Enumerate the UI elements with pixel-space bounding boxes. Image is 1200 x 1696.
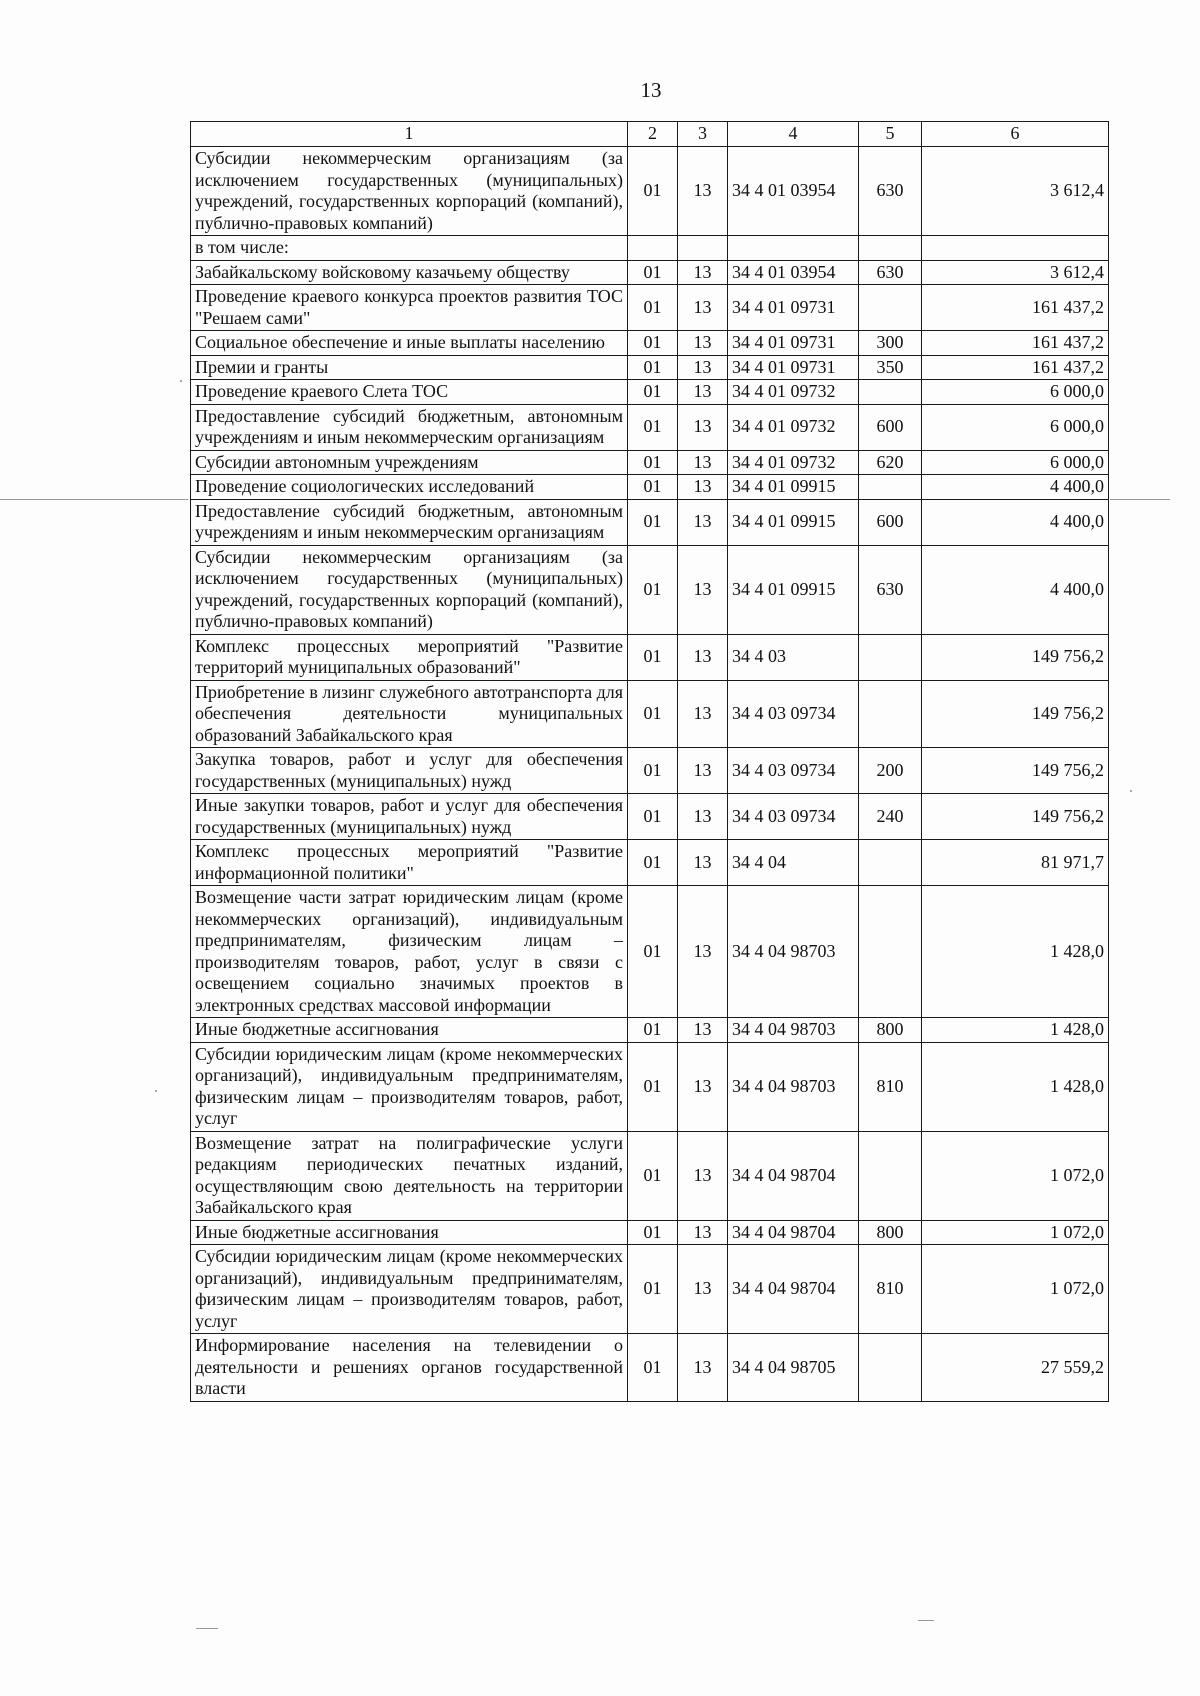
cell-section: 01 [628, 1131, 678, 1220]
table-header-row [191, 122, 1109, 147]
cell-expense-type: 630 [859, 260, 922, 285]
cell-section: 01 [628, 680, 678, 748]
cell-name: Социальное обеспечение и иные выплаты населению [191, 331, 628, 356]
cell-expense-type: 620 [859, 450, 922, 475]
table-row [191, 634, 1109, 680]
cell-subsection: 13 [678, 1220, 728, 1245]
cell-expense-type: 350 [859, 355, 922, 380]
table-row [191, 748, 1109, 794]
cell-amount: 161 437,2 [922, 331, 1109, 356]
cell-subsection: 13 [678, 545, 728, 634]
table-row [191, 260, 1109, 285]
cell-name: Комплекс процессных мероприятий "Развитие информационной политики" [191, 840, 628, 886]
cell-amount: 1 072,0 [922, 1220, 1109, 1245]
table-row [191, 545, 1109, 634]
header-col-2: 2 [628, 122, 678, 147]
cell-name: Субсидии некоммерческим организациям (за исключением государственных (муниципальных) учреждений, государственных корпораций (компаний), публично-правовых компаний) [191, 147, 628, 236]
cell-section: 01 [628, 634, 678, 680]
cell-amount: 1 072,0 [922, 1245, 1109, 1334]
table-row [191, 475, 1109, 500]
table-row [191, 450, 1109, 475]
cell-expense-type: 600 [859, 499, 922, 545]
cell-expense-type: 800 [859, 1220, 922, 1245]
cell-section: 01 [628, 285, 678, 331]
cell-section: 01 [628, 1245, 678, 1334]
cell-target-code: 34 4 04 [728, 840, 859, 886]
cell-subsection: 13 [678, 794, 728, 840]
cell-expense-type [859, 285, 922, 331]
cell-amount: 3 612,4 [922, 260, 1109, 285]
cell-amount: 161 437,2 [922, 285, 1109, 331]
cell-target-code: 34 4 01 09731 [728, 331, 859, 356]
cell-expense-type [859, 634, 922, 680]
header-col-5: 5 [859, 122, 922, 147]
page-number: 13 [640, 78, 662, 102]
cell-amount: 149 756,2 [922, 634, 1109, 680]
cell-expense-type [859, 236, 922, 261]
table-row [191, 1334, 1109, 1402]
header-col-6: 6 [922, 122, 1109, 147]
cell-expense-type [859, 886, 922, 1018]
cell-expense-type: 800 [859, 1018, 922, 1043]
cell-subsection: 13 [678, 634, 728, 680]
cell-section: 01 [628, 499, 678, 545]
cell-target-code: 34 4 04 98703 [728, 1042, 859, 1131]
cell-target-code: 34 4 01 09732 [728, 450, 859, 475]
table-row [191, 380, 1109, 405]
cell-expense-type [859, 840, 922, 886]
scan-artifact-dot [180, 380, 182, 382]
cell-target-code: 34 4 01 09915 [728, 545, 859, 634]
cell-amount: 1 072,0 [922, 1131, 1109, 1220]
cell-target-code: 34 4 01 09732 [728, 404, 859, 450]
cell-target-code: 34 4 01 09915 [728, 475, 859, 500]
cell-target-code: 34 4 01 09732 [728, 380, 859, 405]
cell-subsection: 13 [678, 1018, 728, 1043]
cell-section: 01 [628, 840, 678, 886]
cell-section: 01 [628, 260, 678, 285]
cell-amount: 1 428,0 [922, 886, 1109, 1018]
cell-name: Информирование населения на телевидении о деятельности и решениях органов государственной власти [191, 1334, 628, 1402]
cell-target-code: 34 4 03 09734 [728, 748, 859, 794]
cell-name: Комплекс процессных мероприятий "Развитие территорий муниципальных образований" [191, 634, 628, 680]
cell-name: Возмещение части затрат юридическим лицам (кроме некоммерческих организаций), индивидуальным предпринимателям, физическим лицам – производителям товаров, работ, услуг в связи с освещением социально значимых проектов в электронных средствах массовой информации [191, 886, 628, 1018]
header-col-3: 3 [678, 122, 728, 147]
cell-target-code: 34 4 04 98703 [728, 886, 859, 1018]
table-body [191, 147, 1109, 1402]
cell-expense-type: 200 [859, 748, 922, 794]
cell-amount: 6 000,0 [922, 450, 1109, 475]
cell-amount: 4 400,0 [922, 545, 1109, 634]
cell-section [628, 236, 678, 261]
table-row [191, 840, 1109, 886]
cell-section: 01 [628, 450, 678, 475]
cell-expense-type [859, 380, 922, 405]
cell-section: 01 [628, 748, 678, 794]
cell-name: Премии и гранты [191, 355, 628, 380]
scan-artifact-line [918, 1620, 934, 1621]
cell-subsection: 13 [678, 680, 728, 748]
cell-amount: 4 400,0 [922, 499, 1109, 545]
table-row [191, 236, 1109, 261]
cell-amount: 149 756,2 [922, 794, 1109, 840]
table-row [191, 404, 1109, 450]
table-row [191, 147, 1109, 236]
cell-expense-type: 630 [859, 147, 922, 236]
cell-expense-type [859, 475, 922, 500]
cell-subsection: 13 [678, 285, 728, 331]
cell-subsection: 13 [678, 886, 728, 1018]
cell-subsection: 13 [678, 355, 728, 380]
cell-expense-type: 810 [859, 1042, 922, 1131]
cell-section: 01 [628, 147, 678, 236]
cell-amount: 149 756,2 [922, 748, 1109, 794]
cell-target-code: 34 4 04 98703 [728, 1018, 859, 1043]
scan-artifact-line [1110, 499, 1170, 500]
table-row [191, 355, 1109, 380]
cell-subsection: 13 [678, 1042, 728, 1131]
scan-artifact-dot [155, 1090, 157, 1092]
cell-target-code: 34 4 04 98704 [728, 1220, 859, 1245]
table-row [191, 1042, 1109, 1131]
cell-name: Приобретение в лизинг служебного автотранспорта для обеспечения деятельности муниципальных образований Забайкальского края [191, 680, 628, 748]
cell-amount: 1 428,0 [922, 1018, 1109, 1043]
cell-subsection: 13 [678, 499, 728, 545]
cell-expense-type: 300 [859, 331, 922, 356]
cell-amount: 4 400,0 [922, 475, 1109, 500]
cell-target-code [728, 236, 859, 261]
cell-target-code: 34 4 03 09734 [728, 794, 859, 840]
cell-section: 01 [628, 380, 678, 405]
cell-name: Возмещение затрат на полиграфические услуги редакциям периодических печатных изданий, осуществляющим свою деятельность на территории Забайкальского края [191, 1131, 628, 1220]
cell-section: 01 [628, 475, 678, 500]
cell-name: Предоставление субсидий бюджетным, автономным учреждениям и иным некоммерческим организациям [191, 499, 628, 545]
table-row [191, 886, 1109, 1018]
table-row [191, 1131, 1109, 1220]
table-row [191, 1245, 1109, 1334]
scan-artifact-line [0, 499, 188, 500]
header-col-1: 1 [191, 122, 628, 147]
cell-target-code: 34 4 03 09734 [728, 680, 859, 748]
cell-section: 01 [628, 1334, 678, 1402]
cell-subsection: 13 [678, 1131, 728, 1220]
cell-target-code: 34 4 04 98704 [728, 1245, 859, 1334]
cell-name: Субсидии юридическим лицам (кроме некоммерческих организаций), индивидуальным предпринимателям, физическим лицам – производителям товаров, работ, услуг [191, 1245, 628, 1334]
cell-name: Проведение краевого Слета ТОС [191, 380, 628, 405]
cell-subsection: 13 [678, 840, 728, 886]
cell-name: Субсидии юридическим лицам (кроме некоммерческих организаций), индивидуальным предпринимателям, физическим лицам – производителям товаров, работ, услуг [191, 1042, 628, 1131]
cell-section: 01 [628, 1018, 678, 1043]
table-row [191, 1018, 1109, 1043]
cell-name: Проведение краевого конкурса проектов развития ТОС "Решаем сами" [191, 285, 628, 331]
cell-subsection: 13 [678, 331, 728, 356]
cell-target-code: 34 4 04 98705 [728, 1334, 859, 1402]
table-row [191, 680, 1109, 748]
cell-amount: 3 612,4 [922, 147, 1109, 236]
cell-subsection: 13 [678, 1245, 728, 1334]
cell-subsection [678, 236, 728, 261]
cell-name: Иные бюджетные ассигнования [191, 1220, 628, 1245]
cell-name: Иные бюджетные ассигнования [191, 1018, 628, 1043]
cell-amount: 81 971,7 [922, 840, 1109, 886]
cell-subsection: 13 [678, 1334, 728, 1402]
cell-expense-type: 240 [859, 794, 922, 840]
cell-expense-type: 810 [859, 1245, 922, 1334]
cell-target-code: 34 4 03 [728, 634, 859, 680]
cell-section: 01 [628, 545, 678, 634]
cell-name: Иные закупки товаров, работ и услуг для обеспечения государственных (муниципальных) нужд [191, 794, 628, 840]
cell-target-code: 34 4 01 09731 [728, 355, 859, 380]
cell-section: 01 [628, 331, 678, 356]
table-row [191, 1220, 1109, 1245]
cell-subsection: 13 [678, 380, 728, 405]
cell-name: Закупка товаров, работ и услуг для обеспечения государственных (муниципальных) нужд [191, 748, 628, 794]
cell-amount [922, 236, 1109, 261]
cell-name: Субсидии некоммерческим организациям (за исключением государственных (муниципальных) учреждений, государственных корпораций (компаний), публично-правовых компаний) [191, 545, 628, 634]
cell-subsection: 13 [678, 748, 728, 794]
cell-subsection: 13 [678, 475, 728, 500]
cell-target-code: 34 4 04 98704 [728, 1131, 859, 1220]
cell-section: 01 [628, 1220, 678, 1245]
cell-amount: 6 000,0 [922, 380, 1109, 405]
scan-artifact-line [196, 1628, 218, 1629]
cell-subsection: 13 [678, 404, 728, 450]
table-row [191, 794, 1109, 840]
cell-name: Предоставление субсидий бюджетным, автономным учреждениям и иным некоммерческим организациям [191, 404, 628, 450]
table-row [191, 331, 1109, 356]
cell-subsection: 13 [678, 260, 728, 285]
cell-expense-type: 600 [859, 404, 922, 450]
cell-subsection: 13 [678, 450, 728, 475]
table-row [191, 285, 1109, 331]
cell-section: 01 [628, 404, 678, 450]
cell-expense-type [859, 680, 922, 748]
cell-target-code: 34 4 01 09915 [728, 499, 859, 545]
scan-artifact-dot [1130, 790, 1132, 792]
header-col-4: 4 [728, 122, 859, 147]
cell-expense-type [859, 1131, 922, 1220]
cell-section: 01 [628, 1042, 678, 1131]
cell-subsection: 13 [678, 147, 728, 236]
cell-amount: 6 000,0 [922, 404, 1109, 450]
cell-expense-type [859, 1334, 922, 1402]
cell-name: Забайкальскому войсковому казачьему обществу [191, 260, 628, 285]
cell-amount: 27 559,2 [922, 1334, 1109, 1402]
cell-section: 01 [628, 355, 678, 380]
budget-table [190, 121, 1109, 1402]
cell-target-code: 34 4 01 03954 [728, 147, 859, 236]
cell-name: Проведение социологических исследований [191, 475, 628, 500]
cell-amount: 1 428,0 [922, 1042, 1109, 1131]
cell-target-code: 34 4 01 03954 [728, 260, 859, 285]
cell-target-code: 34 4 01 09731 [728, 285, 859, 331]
cell-section: 01 [628, 794, 678, 840]
cell-amount: 149 756,2 [922, 680, 1109, 748]
cell-section: 01 [628, 886, 678, 1018]
table-row [191, 499, 1109, 545]
cell-amount: 161 437,2 [922, 355, 1109, 380]
cell-name: Субсидии автономным учреждениям [191, 450, 628, 475]
cell-expense-type: 630 [859, 545, 922, 634]
cell-name: в том числе: [191, 236, 628, 261]
